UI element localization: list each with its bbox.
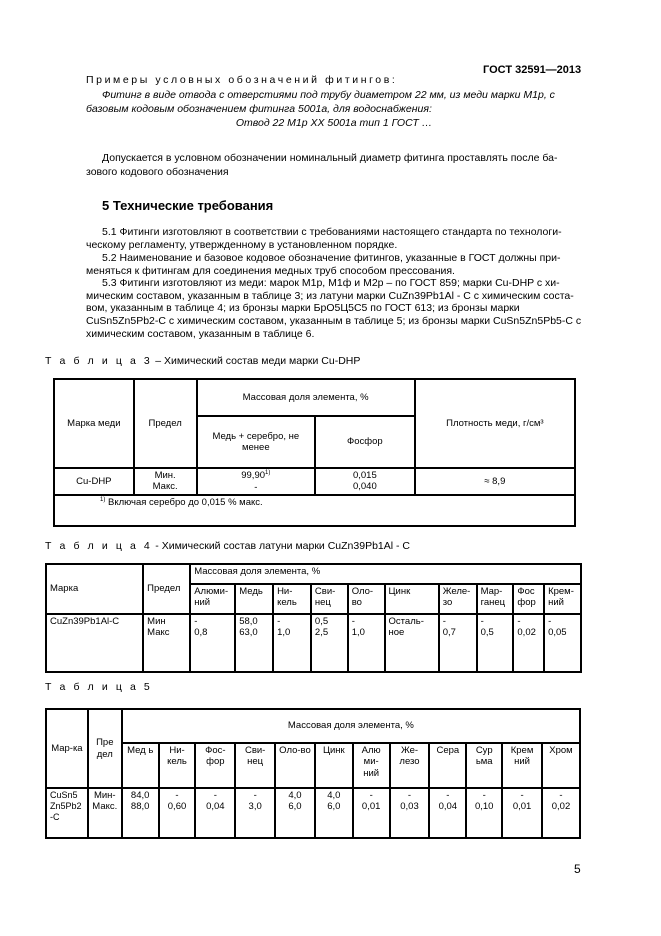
table3-cu-max: -: [254, 481, 258, 493]
table5-val-sb: - 0,10: [466, 788, 502, 838]
table4-col-p: Фос фор: [513, 584, 544, 614]
p52-line-2: меняться к фитингам для соединения медных труб способом прессования.: [86, 265, 455, 277]
table4-col-sn: Оло-во: [348, 584, 385, 614]
table3-cu-values: [197, 468, 316, 495]
table3-min-label: Мин.: [154, 470, 176, 482]
table3-p-values: [315, 468, 415, 495]
table5-col-sb: Сур ьма: [466, 743, 502, 788]
table5-val-al: - 0,01: [353, 788, 390, 838]
table4-val-p: - 0,02: [513, 614, 544, 672]
table3-max-label: Макс.: [152, 481, 178, 493]
table4-col-zn: Цинк: [385, 584, 439, 614]
table4-col-al: Алюми-ний: [190, 584, 235, 614]
table5-col-sn: Оло-во: [275, 743, 315, 788]
table3-footnote: [54, 495, 575, 526]
table5: [45, 708, 581, 839]
table5-val-ni: - 0,60: [159, 788, 196, 838]
table5-col-ni: Ни-кель: [159, 743, 196, 788]
table5-row-grade: CuSn5 Zn5Pb2 -C: [46, 788, 88, 838]
table4-val-fe: - 0,7: [439, 614, 477, 672]
table4-header-grade: Марка: [46, 564, 143, 614]
table3-caption-label: Т а б л и ц а 3: [45, 355, 153, 367]
table5-val-cr: - 0,02: [542, 788, 580, 838]
example-line-3: Отвод 22 М1р ХХ 5001а тип 1 ГОСТ …: [235, 117, 433, 129]
table4-caption-text: - Химический состав латуни марки CuZn39Pb1Al - C: [152, 540, 410, 552]
table3-footnote-text: Включая серебро до 0,015 % макс.: [105, 497, 263, 509]
p52-line-1: 5.2 Наименование и базовое кодовое обозначение фитингов, указанные в ГОСТ должны при-: [102, 252, 561, 264]
table3-p-max: 0,040: [352, 481, 377, 493]
page-number: 5: [574, 862, 581, 876]
table5-col-s: Сера: [429, 743, 466, 788]
table3-caption-text: – Химический состав меди марки Cu-DHP: [152, 355, 361, 367]
table3-row-grade: Cu-DHP: [54, 468, 134, 495]
table5-col-fe: Же-лезо: [390, 743, 430, 788]
table4-col-ni: Ни-кель: [273, 584, 311, 614]
table5-header-limit: Пре дел: [88, 709, 122, 788]
table5-col-si: Крем ний: [502, 743, 542, 788]
p53-line-3: вом, указанным в таблице 4; из бронзы марки БрО5Ц5С5 по ГОСТ 613; из бронзы марки: [86, 302, 520, 314]
table3-header-limit: Предел: [134, 379, 197, 468]
p53-line-4: CuSn5Zn5Pb2-C с химическим составом, указанным в таблице 5; из бронзы марки CuSn5Zn5Pb5-C с: [86, 315, 582, 327]
table5-val-zn: 4,0 6,0: [315, 788, 353, 838]
table4-row-limits: Мин Макс: [143, 614, 190, 672]
table4-col-si: Крем-ний: [544, 584, 581, 614]
table4: [45, 563, 582, 673]
table5-caption: Т а б л и ц а 5: [45, 681, 153, 693]
table5-col-cu: Мед ь: [122, 743, 159, 788]
table3-header-p: Фосфор: [315, 416, 415, 468]
table5-col-al: Алю ми-ний: [353, 743, 390, 788]
table3-row-limits: [134, 468, 197, 495]
table3-cu-min-footnote-mark: 1): [265, 470, 271, 476]
example-line-1: Фитинг в виде отвода с отверстиями под трубу диаметром 22 мм, из меди марки М1р, с: [102, 89, 555, 101]
note-line-1: Допускается в условном обозначении номинальный диаметр фитинга проставлять после ба-: [102, 152, 558, 164]
p53-line-1: 5.3 Фитинги изготовляют из меди: марок М1р, М1ф и М2р – по ГОСТ 859; марки Cu-DHP с хи-: [102, 277, 560, 289]
table4-val-si: - 0,05: [544, 614, 581, 672]
table5-val-si: - 0,01: [502, 788, 542, 838]
table4-val-cu: 58,0 63,0: [235, 614, 273, 672]
table3-density-value: ≈ 8,9: [415, 468, 575, 495]
table4-header-mass: Массовая доля элемента, %: [190, 564, 581, 584]
table3-p-min: 0,015: [352, 470, 377, 482]
example-line-2: базовым кодовым обозначением фитинга 5001а, для водоснабжения:: [86, 103, 432, 115]
table4-val-sn: - 1,0: [348, 614, 385, 672]
table5-val-sn: 4,0 6,0: [275, 788, 315, 838]
table3-header-cu: Медь + серебро, не менее: [197, 416, 316, 468]
table3-caption: [45, 355, 360, 368]
table3-cu-min: 99,90: [241, 470, 266, 482]
table3-header-mass: Массовая доля элемента, %: [197, 379, 415, 416]
table5-header-grade: Мар-ка: [46, 709, 88, 788]
table3-header-density: Плотность меди, г/см³: [415, 379, 575, 468]
table4-col-cu: Медь: [235, 584, 273, 614]
table4-col-fe: Желе-зо: [439, 584, 477, 614]
p53-line-2: мическим составом, указанным в таблице 3; из латуни марки CuZn39Pb1Al - C с химическим соста-: [86, 290, 574, 302]
table5-row-limits: Мин- Макс.: [88, 788, 122, 838]
p51-line-1: 5.1 Фитинги изготовляют в соответствии с требованиями настоящего стандарта по технологи-: [102, 226, 562, 238]
table5-col-zn: Цинк: [315, 743, 353, 788]
table4-val-pb: 0,5 2,5: [311, 614, 348, 672]
table3-header-grade: Марка меди: [54, 379, 134, 468]
table3-footnote-mark: 1): [100, 496, 106, 503]
table5-val-p: - 0,04: [195, 788, 235, 838]
table4-caption: [45, 540, 410, 553]
table5-col-cr: Хром: [542, 743, 580, 788]
table3: [53, 378, 576, 527]
p53-line-5: химическим составом, указанным в таблице 6.: [86, 328, 315, 340]
note-line-2: зового кодового обозначения: [86, 166, 229, 178]
table4-val-zn: Осталь- ное: [385, 614, 439, 672]
section-title: 5 Технические требования: [102, 198, 274, 213]
table5-header-mass: Массовая доля элемента, %: [122, 709, 580, 743]
table4-val-ni: - 1,0: [273, 614, 311, 672]
table5-val-fe: - 0,03: [390, 788, 430, 838]
table5-col-pb: Сви-нец: [235, 743, 275, 788]
table4-row-grade: CuZn39Pb1Al-C: [46, 614, 143, 672]
table4-col-mn: Мар-ганец: [477, 584, 514, 614]
table5-col-p: Фос-фор: [195, 743, 235, 788]
table4-val-al: - 0,8: [190, 614, 235, 672]
table5-val-s: - 0,04: [429, 788, 466, 838]
doc-code: ГОСТ 32591—2013: [483, 64, 582, 76]
table5-val-cu: 84,0 88,0: [122, 788, 159, 838]
table5-val-pb: - 3,0: [235, 788, 275, 838]
table4-val-mn: - 0,5: [477, 614, 514, 672]
examples-title: Примеры условных обозначений фитингов:: [86, 74, 398, 86]
p51-line-2: ческому регламенту, утвержденному в установленном порядке.: [86, 239, 398, 251]
table4-col-pb: Сви-нец: [311, 584, 348, 614]
table4-caption-label: Т а б л и ц а 4: [45, 540, 153, 552]
table4-header-limit: Предел: [143, 564, 190, 614]
